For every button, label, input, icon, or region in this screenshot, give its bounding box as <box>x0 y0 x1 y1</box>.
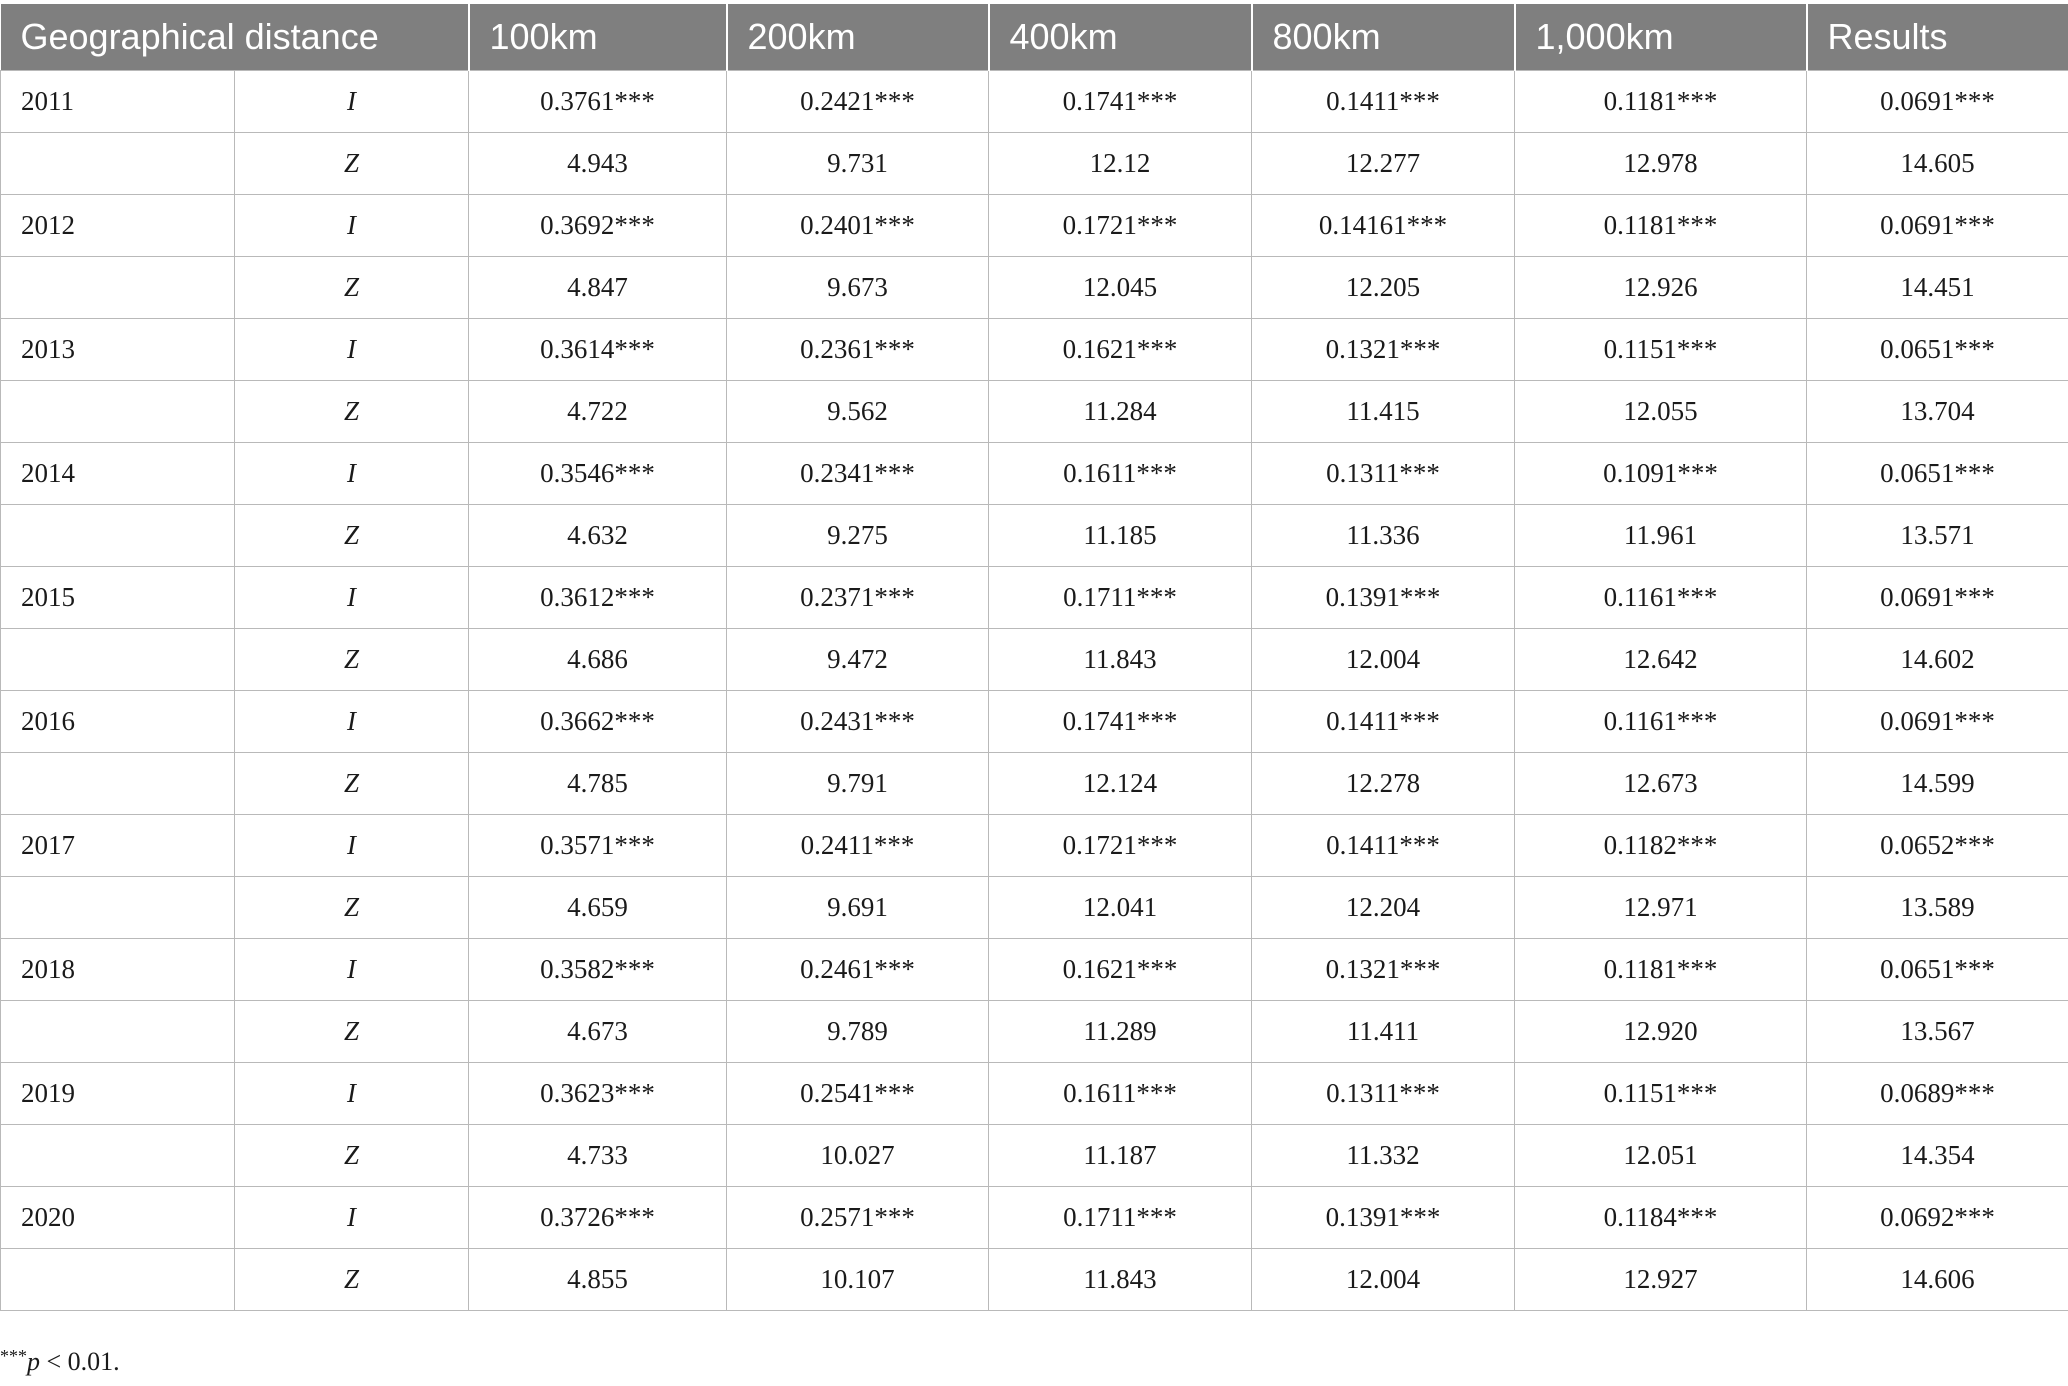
value-cell: 12.124 <box>989 752 1252 814</box>
value-cell: 9.673 <box>727 256 989 318</box>
statistic-cell: I <box>235 318 469 380</box>
value-cell: 11.415 <box>1252 380 1515 442</box>
statistic-cell: Z <box>235 256 469 318</box>
table-row <box>1 194 2068 256</box>
value-cell: 0.1161*** <box>1515 566 1807 628</box>
statistic-cell: I <box>235 814 469 876</box>
value-cell: 12.055 <box>1515 380 1807 442</box>
year-cell: 2013 <box>1 318 235 380</box>
value-cell: 0.2461*** <box>727 938 989 1000</box>
table-row <box>1 380 2068 442</box>
table-row <box>1 256 2068 318</box>
header-geographical-distance: Geographical distance <box>1 4 469 70</box>
header-200km: 200km <box>727 4 989 70</box>
value-cell: 11.332 <box>1252 1124 1515 1186</box>
footnote-p: p <box>27 1347 40 1376</box>
statistic-cell: Z <box>235 1000 469 1062</box>
value-cell: 0.3612*** <box>469 566 727 628</box>
value-cell: 13.571 <box>1807 504 2068 566</box>
statistic-cell: Z <box>235 132 469 194</box>
table-row <box>1 690 2068 752</box>
header-results: Results <box>1807 4 2068 70</box>
statistic-cell: I <box>235 194 469 256</box>
table-row <box>1 1000 2068 1062</box>
value-cell: 14.354 <box>1807 1124 2068 1186</box>
statistic-cell: I <box>235 442 469 504</box>
statistic-cell: Z <box>235 752 469 814</box>
value-cell: 11.336 <box>1252 504 1515 566</box>
year-cell <box>1 1124 235 1186</box>
value-cell: 12.204 <box>1252 876 1515 938</box>
value-cell: 0.1711*** <box>989 566 1252 628</box>
value-cell: 4.785 <box>469 752 727 814</box>
value-cell: 0.2571*** <box>727 1186 989 1248</box>
header-800km: 800km <box>1252 4 1515 70</box>
value-cell: 0.1181*** <box>1515 194 1807 256</box>
table-row <box>1 938 2068 1000</box>
value-cell: 11.185 <box>989 504 1252 566</box>
value-cell: 0.3546*** <box>469 442 727 504</box>
value-cell: 13.704 <box>1807 380 2068 442</box>
value-cell: 13.567 <box>1807 1000 2068 1062</box>
statistic-cell: Z <box>235 1248 469 1310</box>
value-cell: 11.289 <box>989 1000 1252 1062</box>
value-cell: 0.2341*** <box>727 442 989 504</box>
value-cell: 0.1411*** <box>1252 690 1515 752</box>
value-cell: 14.451 <box>1807 256 2068 318</box>
header-100km: 100km <box>469 4 727 70</box>
value-cell: 4.847 <box>469 256 727 318</box>
table-body <box>1 70 2068 1310</box>
year-cell: 2017 <box>1 814 235 876</box>
table-row <box>1 1248 2068 1310</box>
value-cell: 0.1311*** <box>1252 1062 1515 1124</box>
year-cell: 2015 <box>1 566 235 628</box>
value-cell: 12.004 <box>1252 1248 1515 1310</box>
table-row <box>1 70 2068 132</box>
value-cell: 0.1711*** <box>989 1186 1252 1248</box>
value-cell: 0.1721*** <box>989 194 1252 256</box>
header-400km: 400km <box>989 4 1252 70</box>
statistic-cell: I <box>235 1062 469 1124</box>
value-cell: 0.1151*** <box>1515 318 1807 380</box>
value-cell: 0.1321*** <box>1252 938 1515 1000</box>
value-cell: 4.673 <box>469 1000 727 1062</box>
value-cell: 0.1321*** <box>1252 318 1515 380</box>
value-cell: 0.1411*** <box>1252 814 1515 876</box>
table-header <box>1 4 2068 70</box>
value-cell: 14.606 <box>1807 1248 2068 1310</box>
value-cell: 12.045 <box>989 256 1252 318</box>
value-cell: 0.2411*** <box>727 814 989 876</box>
value-cell: 14.599 <box>1807 752 2068 814</box>
value-cell: 0.0692*** <box>1807 1186 2068 1248</box>
value-cell: 0.3582*** <box>469 938 727 1000</box>
year-cell <box>1 132 235 194</box>
statistic-cell: Z <box>235 876 469 938</box>
table-row <box>1 814 2068 876</box>
value-cell: 0.2431*** <box>727 690 989 752</box>
value-cell: 0.0652*** <box>1807 814 2068 876</box>
value-cell: 11.843 <box>989 1248 1252 1310</box>
value-cell: 0.1091*** <box>1515 442 1807 504</box>
value-cell: 0.0691*** <box>1807 70 2068 132</box>
value-cell: 0.0691*** <box>1807 690 2068 752</box>
table-row <box>1 442 2068 504</box>
value-cell: 4.659 <box>469 876 727 938</box>
value-cell: 0.1181*** <box>1515 70 1807 132</box>
statistic-cell: I <box>235 566 469 628</box>
statistic-cell: Z <box>235 380 469 442</box>
value-cell: 0.3761*** <box>469 70 727 132</box>
value-cell: 12.004 <box>1252 628 1515 690</box>
year-cell: 2011 <box>1 70 235 132</box>
statistic-cell: I <box>235 1186 469 1248</box>
value-cell: 12.673 <box>1515 752 1807 814</box>
value-cell: 12.205 <box>1252 256 1515 318</box>
value-cell: 12.927 <box>1515 1248 1807 1310</box>
value-cell: 11.961 <box>1515 504 1807 566</box>
year-cell: 2012 <box>1 194 235 256</box>
statistic-cell: Z <box>235 504 469 566</box>
value-cell: 0.0691*** <box>1807 566 2068 628</box>
statistic-cell: Z <box>235 628 469 690</box>
value-cell: 12.051 <box>1515 1124 1807 1186</box>
value-cell: 14.602 <box>1807 628 2068 690</box>
year-cell <box>1 256 235 318</box>
year-cell: 2020 <box>1 1186 235 1248</box>
value-cell: 9.791 <box>727 752 989 814</box>
table-row <box>1 132 2068 194</box>
year-cell <box>1 1000 235 1062</box>
table-row <box>1 1062 2068 1124</box>
year-cell: 2016 <box>1 690 235 752</box>
value-cell: 0.1311*** <box>1252 442 1515 504</box>
statistic-cell: I <box>235 70 469 132</box>
year-cell: 2014 <box>1 442 235 504</box>
year-cell: 2019 <box>1 1062 235 1124</box>
value-cell: 0.2371*** <box>727 566 989 628</box>
value-cell: 0.1611*** <box>989 442 1252 504</box>
footnote-text: < 0.01. <box>40 1347 120 1376</box>
value-cell: 0.1411*** <box>1252 70 1515 132</box>
value-cell: 0.2541*** <box>727 1062 989 1124</box>
results-table <box>0 4 2068 1311</box>
value-cell: 14.605 <box>1807 132 2068 194</box>
value-cell: 0.3571*** <box>469 814 727 876</box>
table-row <box>1 628 2068 690</box>
value-cell: 9.731 <box>727 132 989 194</box>
table-row <box>1 752 2068 814</box>
value-cell: 12.278 <box>1252 752 1515 814</box>
value-cell: 12.12 <box>989 132 1252 194</box>
value-cell: 12.978 <box>1515 132 1807 194</box>
value-cell: 0.1181*** <box>1515 938 1807 1000</box>
value-cell: 0.0691*** <box>1807 194 2068 256</box>
value-cell: 0.1611*** <box>989 1062 1252 1124</box>
value-cell: 9.472 <box>727 628 989 690</box>
value-cell: 0.1721*** <box>989 814 1252 876</box>
value-cell: 0.1161*** <box>1515 690 1807 752</box>
value-cell: 0.1741*** <box>989 690 1252 752</box>
value-cell: 0.1741*** <box>989 70 1252 132</box>
year-cell <box>1 380 235 442</box>
value-cell: 0.1621*** <box>989 938 1252 1000</box>
value-cell: 9.691 <box>727 876 989 938</box>
value-cell: 0.2401*** <box>727 194 989 256</box>
value-cell: 10.027 <box>727 1124 989 1186</box>
value-cell: 4.943 <box>469 132 727 194</box>
value-cell: 0.14161*** <box>1252 194 1515 256</box>
year-cell: 2018 <box>1 938 235 1000</box>
value-cell: 12.926 <box>1515 256 1807 318</box>
year-cell <box>1 1248 235 1310</box>
value-cell: 11.411 <box>1252 1000 1515 1062</box>
statistic-cell: Z <box>235 1124 469 1186</box>
table-row <box>1 1124 2068 1186</box>
value-cell: 11.843 <box>989 628 1252 690</box>
value-cell: 0.1151*** <box>1515 1062 1807 1124</box>
value-cell: 0.3662*** <box>469 690 727 752</box>
value-cell: 0.2421*** <box>727 70 989 132</box>
year-cell <box>1 752 235 814</box>
value-cell: 4.632 <box>469 504 727 566</box>
header-row <box>1 4 2068 70</box>
table-row <box>1 1186 2068 1248</box>
table-row <box>1 876 2068 938</box>
value-cell: 9.789 <box>727 1000 989 1062</box>
year-cell <box>1 504 235 566</box>
value-cell: 0.1184*** <box>1515 1186 1807 1248</box>
value-cell: 4.722 <box>469 380 727 442</box>
footnote <box>0 1346 120 1377</box>
value-cell: 0.3614*** <box>469 318 727 380</box>
value-cell: 0.3623*** <box>469 1062 727 1124</box>
value-cell: 0.1391*** <box>1252 1186 1515 1248</box>
value-cell: 12.277 <box>1252 132 1515 194</box>
value-cell: 0.1621*** <box>989 318 1252 380</box>
header-1000km: 1,000km <box>1515 4 1807 70</box>
year-cell <box>1 628 235 690</box>
value-cell: 0.0651*** <box>1807 938 2068 1000</box>
value-cell: 13.589 <box>1807 876 2068 938</box>
value-cell: 0.3726*** <box>469 1186 727 1248</box>
table-row <box>1 504 2068 566</box>
statistic-cell: I <box>235 938 469 1000</box>
table-row <box>1 318 2068 380</box>
value-cell: 12.041 <box>989 876 1252 938</box>
value-cell: 11.187 <box>989 1124 1252 1186</box>
year-cell <box>1 876 235 938</box>
value-cell: 0.2361*** <box>727 318 989 380</box>
value-cell: 0.3692*** <box>469 194 727 256</box>
value-cell: 4.855 <box>469 1248 727 1310</box>
value-cell: 0.1182*** <box>1515 814 1807 876</box>
value-cell: 12.971 <box>1515 876 1807 938</box>
value-cell: 4.686 <box>469 628 727 690</box>
value-cell: 4.733 <box>469 1124 727 1186</box>
value-cell: 11.284 <box>989 380 1252 442</box>
value-cell: 9.275 <box>727 504 989 566</box>
value-cell: 0.0651*** <box>1807 442 2068 504</box>
statistic-cell: I <box>235 690 469 752</box>
footnote-stars: *** <box>0 1346 27 1366</box>
value-cell: 10.107 <box>727 1248 989 1310</box>
value-cell: 12.642 <box>1515 628 1807 690</box>
value-cell: 9.562 <box>727 380 989 442</box>
value-cell: 0.0689*** <box>1807 1062 2068 1124</box>
value-cell: 0.1391*** <box>1252 566 1515 628</box>
value-cell: 0.0651*** <box>1807 318 2068 380</box>
value-cell: 12.920 <box>1515 1000 1807 1062</box>
table-row <box>1 566 2068 628</box>
